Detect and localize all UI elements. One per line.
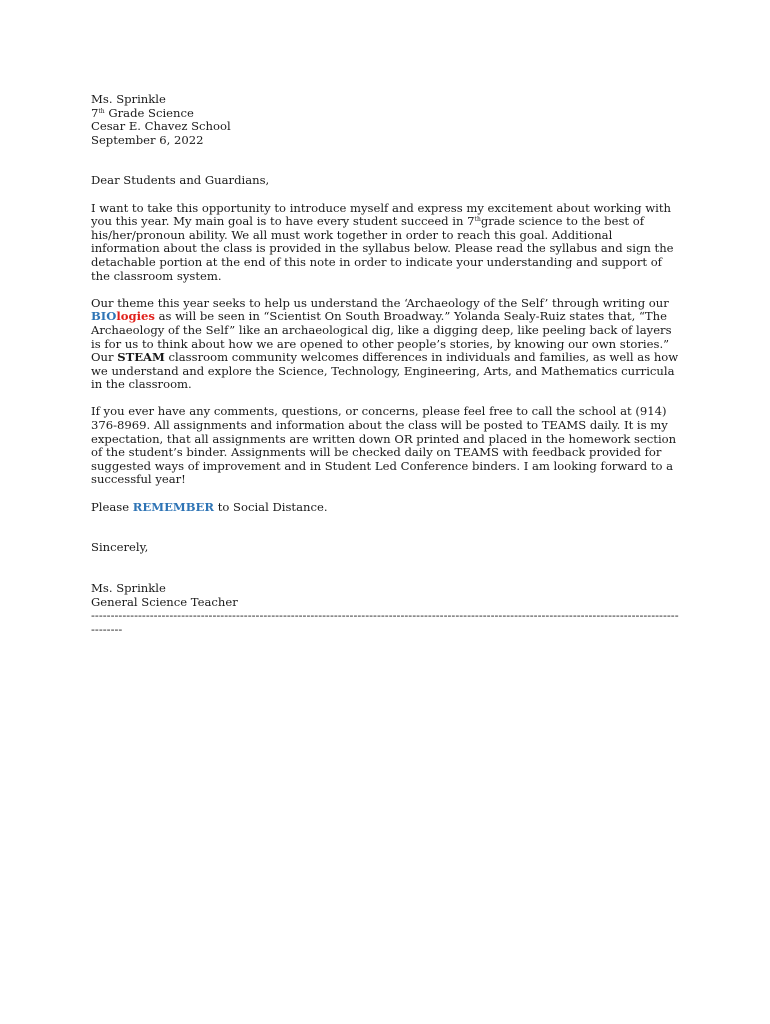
signature xyxy=(91,582,681,609)
logies-highlight: logies xyxy=(116,309,155,324)
letter-date: September 6, 2022 xyxy=(91,132,204,147)
theme-text-a: Our theme this year seeks to help us understand the ‘Archaeology of the Self’ through writing our xyxy=(91,295,669,310)
grade-superscript: th xyxy=(98,107,105,115)
greeting: Dear Students and Guardians, xyxy=(91,173,270,188)
remember-highlight: REMEMBER xyxy=(132,499,215,514)
reminder-text-a: Please xyxy=(91,499,133,514)
reminder-text-b: to Social Distance. xyxy=(214,499,328,514)
detach-separator: -------------------------------------------------------------------------------------------------------------------------------------------------------------- xyxy=(91,608,679,636)
sender-grade xyxy=(91,107,681,121)
grade-number: 7 xyxy=(91,105,99,120)
grade-label: Grade Science xyxy=(104,105,194,120)
closing: Sincerely, xyxy=(91,540,149,555)
intro-text-a: I want to take this opportunity to introduce myself and express my excitement about working with you this year. My main goal is to have every student succeed in 7 xyxy=(91,200,671,229)
letter-header xyxy=(91,93,681,147)
sender-name: Ms. Sprinkle xyxy=(91,92,166,106)
steam-highlight: STEAM xyxy=(117,350,165,365)
signature-title: General Science Teacher xyxy=(91,594,238,609)
letter xyxy=(91,93,681,637)
paragraph-theme xyxy=(91,297,681,392)
school-name: Cesar E. Chavez School xyxy=(91,119,231,134)
intro-superscript: th xyxy=(474,216,481,224)
paragraph-reminder xyxy=(91,501,681,515)
signature-name: Ms. Sprinkle xyxy=(91,581,166,596)
theme-text-c: classroom community welcomes differences in individuals and families, as well as how we understand and explore the Science, Technology, Engineering, Arts, and Mathematics curricula in the classroom. xyxy=(91,350,679,392)
paragraph-contact: If you ever have any comments, questions, or concerns, please feel free to call the school at (914) 376-8969. All assignments and information about the class will be posted to TEAMS daily. It is my expectation, that all assignments are written down OR printed and placed in the homework section of the student’s binder. Assignments will be checked daily on TEAMS with feedback provided for suggested ways of improvement and in Student Led Conference binders. I am looking forward to a successful year! xyxy=(91,404,677,487)
intro-text-b: grade science to the best of his/her/pronoun ability. We all must work together in order to reach this goal. Additional information about the class is provided in the syllabus below. Please read the syllabus and sign the detachable portion at the end of this note in order to indicate your understanding and support of the classroom system. xyxy=(91,214,674,283)
paragraph-intro xyxy=(91,202,681,284)
theme-text-b: as will be seen in “Scientist On South Broadway.” Yolanda Sealy-Ruiz states that, “The Archaeology of the Self” like an archaeological dig, like a digging deep, like peeling back of layers is for us to think about how we are opened to other people’s stories, by knowing our own stories.” Our xyxy=(91,309,672,365)
bio-highlight: BIO xyxy=(91,309,117,324)
